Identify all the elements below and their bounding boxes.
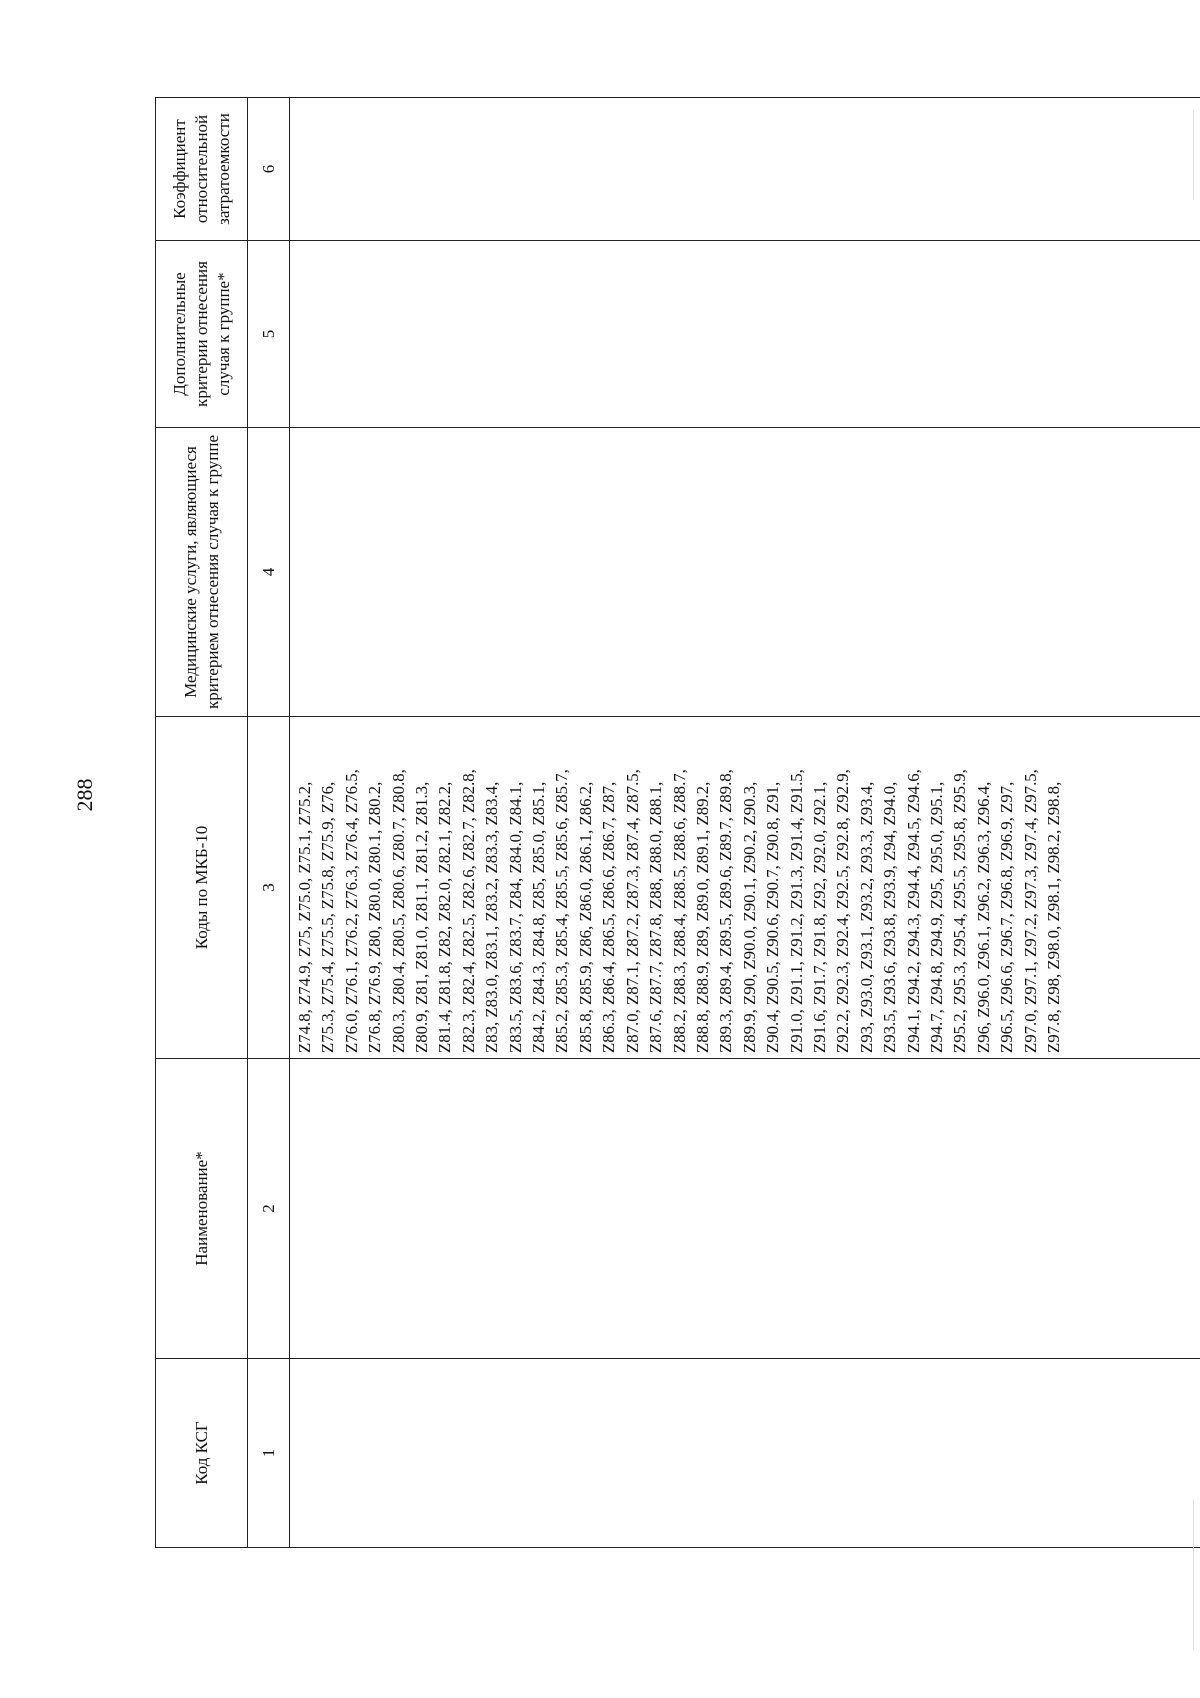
icd-code-line: Z95.2, Z95.3, Z95.4, Z95.5, Z95.8, Z95.9, xyxy=(950,769,970,1053)
icd-code-line: Z91.0, Z91.1, Z91.2, Z91.3, Z91.4, Z91.5, xyxy=(786,769,806,1053)
header-medical-services: Медицинские услуги, являющиеся критерием отнесения случая к группе xyxy=(156,428,248,717)
icd-code-line: Z88.2, Z88.3, Z88.4, Z88.5, Z88.6, Z88.7, xyxy=(669,769,689,1053)
icd-code-line: Z75.3, Z75.4, Z75.5, Z75.8, Z75.9, Z76, xyxy=(318,781,338,1053)
column-number: 1 xyxy=(248,1359,290,1548)
column-number: 2 xyxy=(248,1059,290,1359)
column-number: 4 xyxy=(248,428,290,717)
icd-code-line: Z94.1, Z94.2, Z94.3, Z94.4, Z94.5, Z94.6, xyxy=(903,769,923,1053)
icd-code-line: Z82.3, Z82.4, Z82.5, Z82.6, Z82.7, Z82.8, xyxy=(458,769,478,1053)
icd-code-line: Z96, Z96.0, Z96.1, Z96.2, Z96.3, Z96.4, xyxy=(973,781,993,1053)
icd-code-line: Z97.8, Z98, Z98.0, Z98.1, Z98.2, Z98.8, xyxy=(1044,781,1063,1053)
header-icd-codes: Коды по МКБ-10 xyxy=(156,717,248,1059)
cell-icd-codes xyxy=(290,717,1200,1059)
icd-code-line: Z74.8, Z74.9, Z75, Z75.0, Z75.1, Z75.2, xyxy=(295,781,314,1053)
cell-medical-services xyxy=(290,428,1200,717)
icd-code-line: Z84.2, Z84.3, Z84.8, Z85, Z85.0, Z85.1, xyxy=(529,781,549,1053)
rotated-table-container xyxy=(155,98,1200,1548)
column-number: 5 xyxy=(248,241,290,428)
column-number: 6 xyxy=(248,98,290,241)
icd-code-line: Z93.5, Z93.6, Z93.8, Z93.9, Z94, Z94.0, xyxy=(880,781,900,1053)
icd-code-line: Z86.3, Z86.4, Z86.5, Z86.6, Z86.7, Z87, xyxy=(599,781,619,1053)
icd-code-line: Z91.6, Z91.7, Z91.8, Z92, Z92.0, Z92.1, xyxy=(809,781,829,1053)
icd-code-line: Z80.3, Z80.4, Z80.5, Z80.6, Z80.7, Z80.8, xyxy=(388,769,408,1053)
icd-code-line: Z97.0, Z97.1, Z97.2, Z97.3, Z97.4, Z97.5, xyxy=(1020,769,1040,1053)
column-number: 3 xyxy=(248,717,290,1059)
cell-additional-criteria xyxy=(290,241,1200,428)
cell-name xyxy=(290,1059,1200,1359)
icd-code-line: Z96.5, Z96.6, Z96.7, Z96.8, Z96.9, Z97, xyxy=(997,781,1017,1053)
icd-code-line: Z94.7, Z94.8, Z94.9, Z95, Z95.0, Z95.1, xyxy=(926,781,946,1053)
cell-ksg-code xyxy=(290,1359,1200,1548)
icd-code-line: Z93, Z93.0, Z93.1, Z93.2, Z93.3, Z93.4, xyxy=(856,781,876,1053)
header-row xyxy=(156,98,248,1548)
icd-code-line: Z83, Z83.0, Z83.1, Z83.2, Z83.3, Z83.4, xyxy=(482,781,502,1053)
icd-code-line: Z90.4, Z90.5, Z90.6, Z90.7, Z90.8, Z91, xyxy=(763,781,783,1053)
icd-code-line: Z85.2, Z85.3, Z85.4, Z85.5, Z85.6, Z85.7, xyxy=(552,769,572,1053)
icd-code-line: Z81.4, Z81.8, Z82, Z82.0, Z82.1, Z82.2, xyxy=(435,781,455,1053)
icd-code-line: Z76.0, Z76.1, Z76.2, Z76.3, Z76.4, Z76.5, xyxy=(341,769,361,1053)
header-name: Наименование* xyxy=(156,1059,248,1359)
table-row xyxy=(290,98,1200,1548)
icd-code-line: Z92.2, Z92.3, Z92.4, Z92.5, Z92.8, Z92.9, xyxy=(833,769,853,1053)
header-coefficient: Коэффициент относительной затратоемкости xyxy=(156,98,248,241)
icd-code-line: Z87.6, Z87.7, Z87.8, Z88, Z88.0, Z88.1, xyxy=(646,781,666,1053)
icd-code-list xyxy=(293,721,1065,1053)
icd-code-line: Z85.8, Z85.9, Z86, Z86.0, Z86.1, Z86.2, xyxy=(575,781,595,1053)
icd-code-line: Z87.0, Z87.1, Z87.2, Z87.3, Z87.4, Z87.5, xyxy=(622,769,642,1053)
scan-edge-mark xyxy=(1193,110,1194,200)
ksg-table xyxy=(155,97,1200,1548)
icd-code-line: Z89.3, Z89.4, Z89.5, Z89.6, Z89.7, Z89.8, xyxy=(716,769,736,1053)
column-number-row xyxy=(248,98,290,1548)
page-number: 288 xyxy=(72,778,97,812)
cell-coefficient xyxy=(290,98,1200,241)
scan-edge-mark xyxy=(1193,1500,1194,1650)
icd-code-line: Z89.9, Z90, Z90.0, Z90.1, Z90.2, Z90.3, xyxy=(739,781,759,1053)
icd-code-line: Z83.5, Z83.6, Z83.7, Z84, Z84.0, Z84.1, xyxy=(505,781,525,1053)
icd-code-line: Z88.8, Z88.9, Z89, Z89.0, Z89.1, Z89.2, xyxy=(692,781,712,1053)
icd-code-line: Z76.8, Z76.9, Z80, Z80.0, Z80.1, Z80.2, xyxy=(365,781,385,1053)
icd-code-line: Z80.9, Z81, Z81.0, Z81.1, Z81.2, Z81.3, xyxy=(412,781,432,1053)
header-additional-criteria: Дополнительные критерии отнесения случая к группе* xyxy=(156,241,248,428)
header-ksg-code: Код КСГ xyxy=(156,1359,248,1548)
